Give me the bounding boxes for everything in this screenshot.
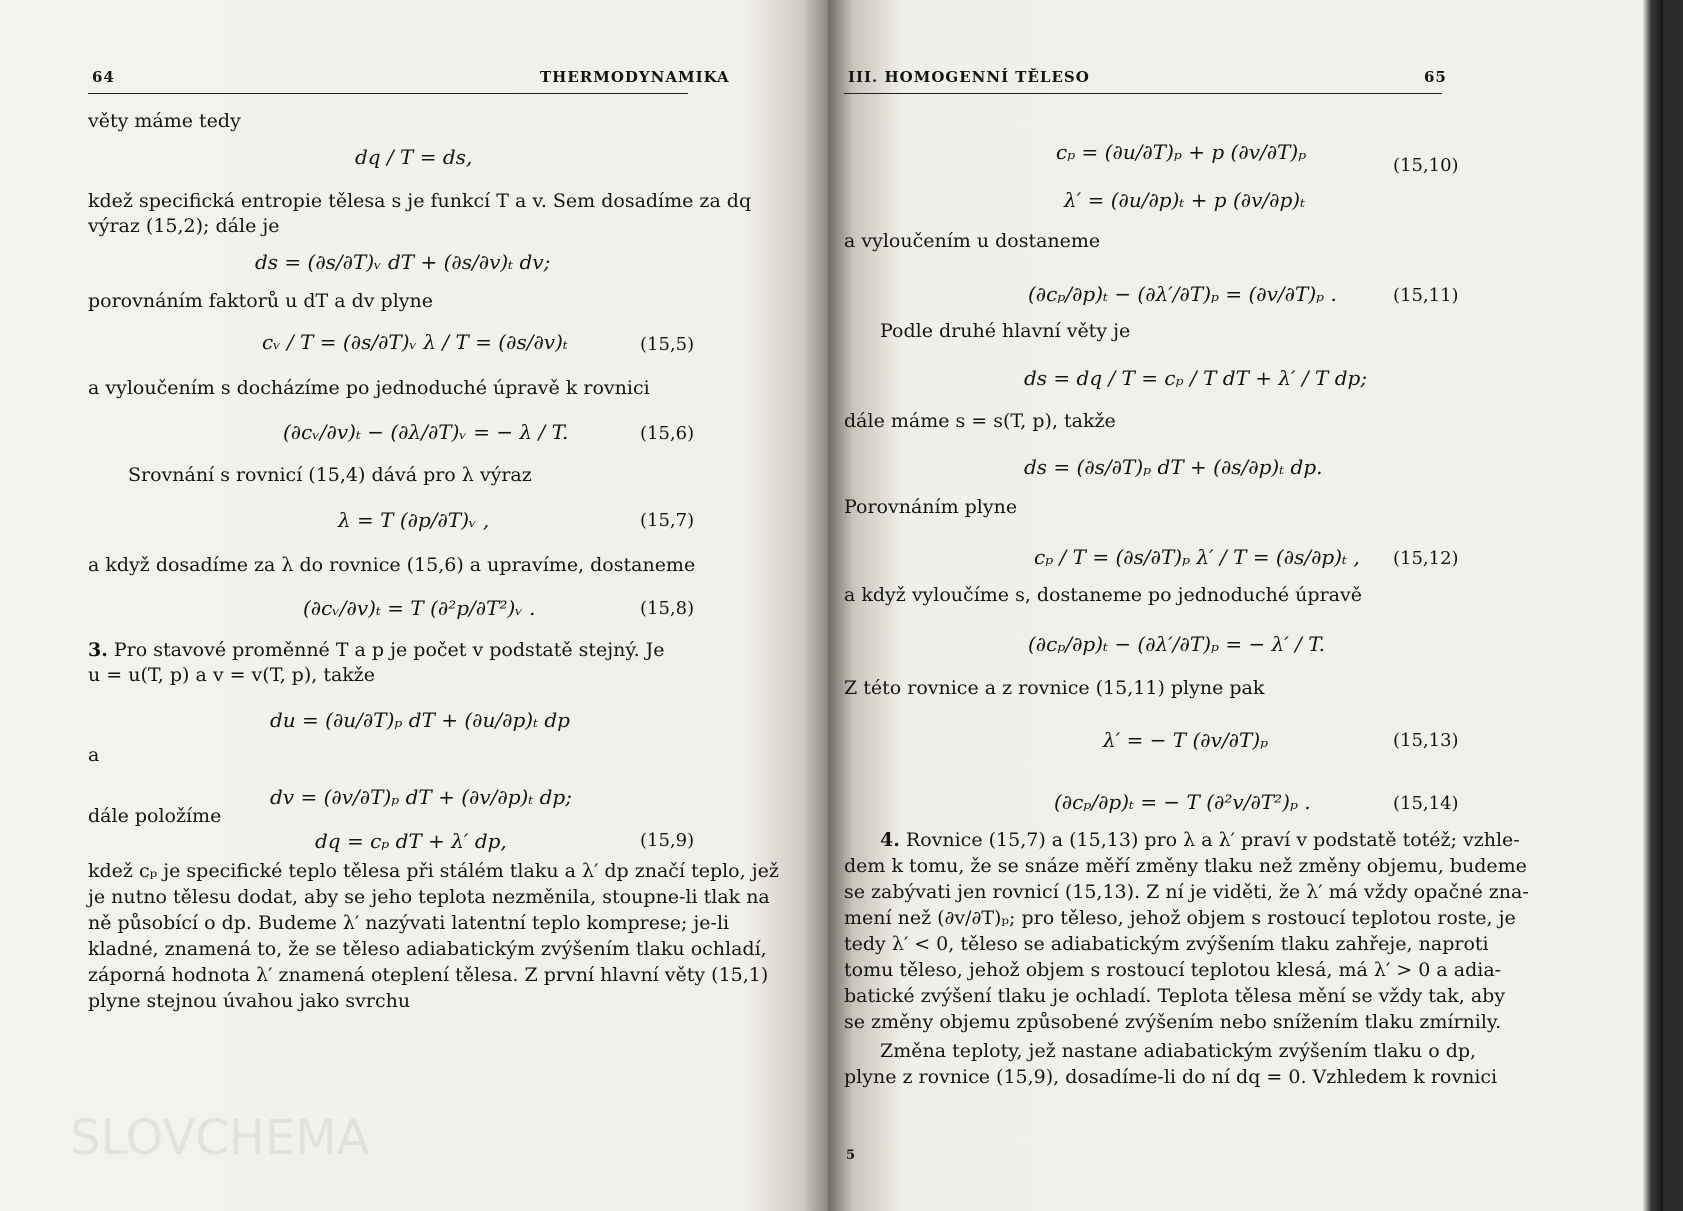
section-number: 4.	[880, 829, 900, 851]
stamp-watermark: SLOVCHEMA	[70, 1110, 370, 1166]
text-line: plyne stejnou úvahou jako svrchu	[88, 990, 411, 1012]
equation: (∂cₚ/∂p)ₜ = − T (∂²v/∂T²)ₚ .	[1054, 790, 1311, 814]
text-line: porovnáním faktorů u dT a dv plyne	[88, 290, 434, 312]
equation: ds = dq / T = cₚ / T dT + λ′ / T dp;	[1024, 366, 1368, 390]
equation-number: (15,6)	[640, 423, 695, 444]
equation: λ′ = − T (∂v/∂T)ₚ	[1103, 728, 1269, 752]
text-line: věty máme tedy	[88, 110, 241, 132]
section-number: 3.	[88, 639, 108, 661]
text-line: je nutno tělesu dodat, aby se jeho teplota nezměnila, stoupne-li tlak na	[88, 886, 770, 908]
text-line: kladné, znamená to, že se těleso adiabatickým zvýšením tlaku ochladí,	[88, 938, 767, 960]
text-line: a	[88, 744, 100, 766]
text-line: dále položíme	[88, 805, 222, 827]
equation-number: (15,8)	[640, 598, 695, 619]
equation: dv = (∂v/∂T)ₚ dT + (∂v/∂p)ₜ dp;	[270, 785, 572, 809]
book-edge	[1643, 0, 1663, 1211]
text-line: Pro stavové proměnné T a p je počet v podstatě stejný. Je	[113, 639, 665, 661]
left-page-number: 64	[92, 68, 115, 86]
equation: dq / T = ds,	[355, 145, 473, 169]
equation: (∂cₚ/∂p)ₜ − (∂λ′/∂T)ₚ = (∂v/∂T)ₚ .	[1028, 282, 1337, 306]
equation-number: (15,10)	[1393, 155, 1459, 176]
header-rule	[88, 93, 688, 94]
equation: ds = (∂s/∂T)ᵥ dT + (∂s/∂v)ₜ dv;	[255, 250, 551, 274]
text-line: se zabývati jen rovnicí (15,13). Z ní je viděti, že λ′ má vždy opačné zna-	[844, 881, 1529, 903]
text-line: plyne z rovnice (15,9), dosadíme-li do ní dq = 0. Vzhledem k rovnici	[844, 1066, 1498, 1088]
text-line: Změna teploty, jež nastane adiabatickým zvýšením tlaku o dp,	[880, 1040, 1477, 1062]
left-running-header: THERMODYNAMIKA	[540, 68, 730, 86]
text-line: Porovnáním plyne	[844, 496, 1018, 518]
equation: λ = T (∂p/∂T)ᵥ ,	[338, 508, 490, 532]
text-line: Z této rovnice a z rovnice (15,11) plyne pak	[844, 677, 1265, 699]
left-page	[0, 0, 828, 1211]
text-line: u = u(T, p) a v = v(T, p), takže	[88, 664, 376, 686]
text-line: dále máme s = s(T, p), takže	[844, 410, 1116, 432]
text-line: a když vyloučíme s, dostaneme po jednoduché úpravě	[844, 584, 1362, 606]
text-line: ně působící o dp. Budeme λ′ nazývati latentní teplo komprese; je-li	[88, 912, 730, 934]
text-line: dem k tomu, že se snáze měří změny tlaku než změny objemu, budeme	[844, 855, 1527, 877]
text-line: batické zvýšení tlaku je ochladí. Teplota tělesa mění se vždy tak, aby	[844, 985, 1506, 1007]
equation: (∂cᵥ/∂v)ₜ − (∂λ/∂T)ᵥ = − λ / T.	[283, 420, 569, 444]
text-line: a když dosadíme za λ do rovnice (15,6) a upravíme, dostaneme	[88, 554, 696, 576]
equation-number: (15,7)	[640, 510, 695, 531]
text-line: a vyloučením s docházíme po jednoduché úpravě k rovnici	[88, 377, 650, 399]
right-page	[828, 0, 1663, 1211]
header-rule	[844, 93, 1442, 94]
signature-mark: 5	[846, 1148, 856, 1163]
equation: du = (∂u/∂T)ₚ dT + (∂u/∂p)ₜ dp	[270, 708, 570, 732]
right-page-number: 65	[1424, 68, 1447, 86]
text-line: se změny objemu způsobené zvýšením nebo snížením tlaku zmírnily.	[844, 1011, 1502, 1033]
equation: dq = cₚ dT + λ′ dp,	[315, 829, 507, 853]
equation-number: (15,11)	[1393, 285, 1459, 306]
text-line: výraz (15,2); dále je	[88, 215, 280, 237]
right-running-header: III. HOMOGENNÍ TĚLESO	[848, 68, 1090, 86]
text-line: Rovnice (15,7) a (15,13) pro λ a λ′ praví v podstatě totéž; vzhle-	[905, 829, 1520, 851]
equation-number: (15,9)	[640, 830, 695, 851]
equation: λ′ = (∂u/∂p)ₜ + p (∂v/∂p)ₜ	[1064, 188, 1306, 212]
text-line: kdež cₚ je specifické teplo tělesa při stálém tlaku a λ′ dp značí teplo, jež	[88, 860, 779, 882]
text-line: kdež specifická entropie tělesa s je funkcí T a v. Sem dosadíme za dq	[88, 190, 752, 212]
equation-number: (15,13)	[1393, 730, 1459, 751]
text-line: a vyloučením u dostaneme	[844, 230, 1101, 252]
equation-number: (15,5)	[640, 334, 695, 355]
text-line: tomu těleso, jehož objem s rostoucí teplotou klesá, má λ′ > 0 a adia-	[844, 959, 1502, 981]
equation: (∂cₚ/∂p)ₜ − (∂λ′/∂T)ₚ = − λ′ / T.	[1028, 632, 1326, 656]
text-line: Podle druhé hlavní věty je	[880, 320, 1131, 342]
equation-number: (15,14)	[1393, 793, 1459, 814]
text-line: Srovnání s rovnicí (15,4) dává pro λ výraz	[128, 464, 532, 486]
equation: (∂cᵥ/∂v)ₜ = T (∂²p/∂T²)ᵥ .	[303, 596, 536, 620]
text-line: mení než (∂v/∂T)ₚ; pro těleso, jehož objem s rostoucí teplotou roste, je	[844, 907, 1516, 929]
text-line: tedy λ′ < 0, těleso se adiabatickým zvýšením tlaku zahřeje, naproti	[844, 933, 1489, 955]
equation: cₚ = (∂u/∂T)ₚ + p (∂v/∂T)ₚ	[1056, 140, 1307, 164]
equation: ds = (∂s/∂T)ₚ dT + (∂s/∂p)ₜ dp.	[1024, 455, 1323, 479]
equation: cᵥ / T = (∂s/∂T)ᵥ λ / T = (∂s/∂v)ₜ	[262, 330, 568, 354]
equation-number: (15,12)	[1393, 548, 1459, 569]
text-line: záporná hodnota λ′ znamená oteplení tělesa. Z první hlavní věty (15,1)	[88, 964, 769, 986]
equation: cₚ / T = (∂s/∂T)ₚ λ′ / T = (∂s/∂p)ₜ ,	[1034, 545, 1360, 569]
